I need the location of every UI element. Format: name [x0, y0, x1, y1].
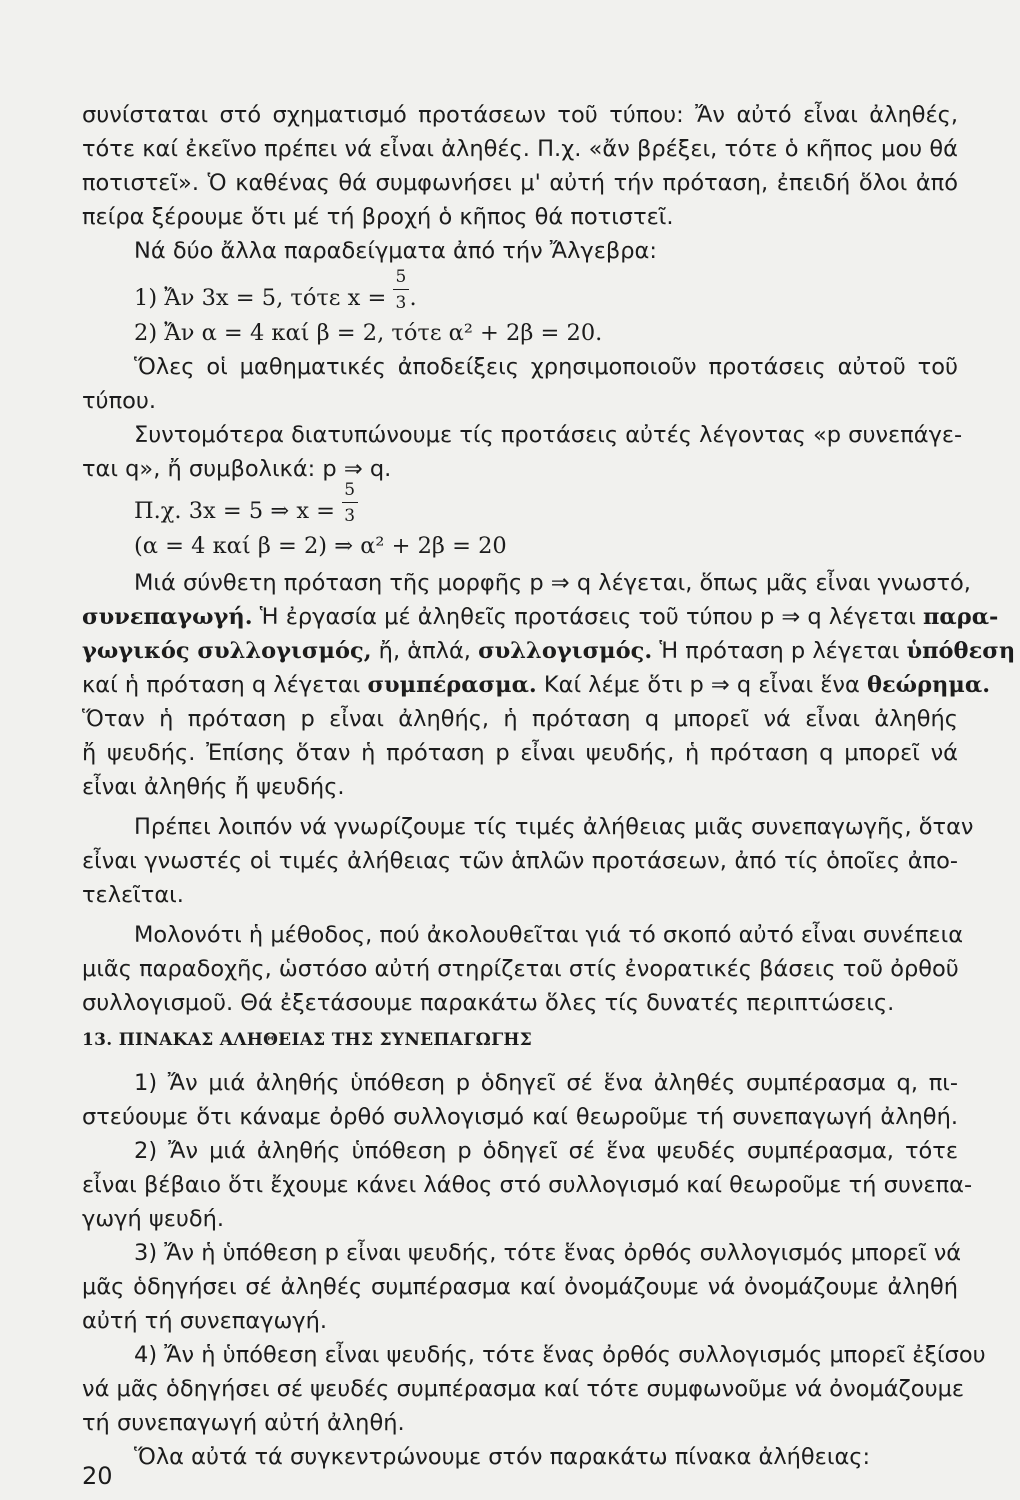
text-line: συλλογισμοῦ. Θά ἐξετάσουμε παρακάτω ὅλες τίς δυνατές περιπτώσεις.	[82, 990, 895, 1016]
text-line: Πρέπει λοιπόν νά γνωρίζουμε τίς τιμές ἀλήθειας μιᾶς συνεπαγωγῆς, ὅταν	[134, 814, 974, 840]
text-line: εἶναι γνωστές οἱ τιμές ἀλήθειας τῶν ἁπλῶν προτάσεων, ἀπό τίς ὁποῖες ἀπο-	[82, 848, 958, 874]
case-3-line: μᾶς ὁδηγήσει σέ ἀληθές συμπέρασμα καί ὀνομάζουμε νά ὀνομάζουμε ἀληθή	[82, 1274, 958, 1300]
term-hypothesis: ὑπόθεση	[906, 638, 1016, 664]
text-line: Ὅταν ἡ πρόταση p εἶναι ἀληθής, ἡ πρόταση q μπορεῖ νά εἶναι ἀληθής	[82, 706, 958, 732]
summary-line: Ὅλα αὐτά τά συγκεντρώνουμε στόν παρακάτω πίνακα ἀλήθειας:	[134, 1444, 871, 1470]
text-span: Ἡ ἐργασία μέ ἀληθεῖς προτάσεις τοῦ τύπου p ⇒ q λέγεται	[252, 604, 923, 630]
case-4-line: 4) Ἄν ἡ ὑπόθεση εἶναι ψευδής, τότε ἕνας ὀρθός συλλογισμός μπορεῖ ἐξίσου	[134, 1342, 986, 1368]
text-line: συνίσταται στό σχηματισμό προτάσεων τοῦ τύπου: Ἄν αὐτό εἶναι ἀληθές,	[82, 102, 958, 128]
text-span: καί ἡ πρόταση q λέγεται	[82, 672, 368, 698]
term-implication: συνεπαγωγή.	[82, 604, 253, 630]
case-4-line: τή συνεπαγωγή αὐτή ἀληθή.	[82, 1410, 405, 1436]
fraction-numerator: 5	[344, 480, 356, 500]
example-2: 2) Ἄν α = 4 καί β = 2, τότε α² + 2β = 20.	[134, 320, 603, 346]
case-1-line: στεύουμε ὅτι κάναμε ὀρθό συλλογισμό καί θεωροῦμε τή συνεπαγωγή ἀληθή.	[82, 1104, 958, 1130]
text-line: πείρα ξέρουμε ὅτι μέ τή βροχή ὁ κῆπος θά ποτιστεῖ.	[82, 204, 674, 230]
text-line: Μολονότι ἡ μέθοδος, πού ἀκολουθεῖται γιά τό σκοπό αὐτό εἶναι συνέπεια	[134, 922, 964, 948]
text-span: Ἡ πρόταση p λέγεται	[652, 638, 907, 664]
case-1-line: 1) Ἄν μιά ἀληθής ὑπόθεση p ὁδηγεῖ σέ ἕνα ἀληθές συμπέρασμα q, πι-	[134, 1070, 958, 1096]
case-2-line: γωγή ψευδή.	[82, 1206, 225, 1232]
fraction-bar	[342, 502, 358, 503]
text-line	[82, 600, 999, 634]
implication-example-text: Π.χ. 3x = 5 ⇒ x =	[134, 498, 343, 524]
text-line: Νά δύο ἄλλα παραδείγματα ἀπό τήν Ἄλγεβρα:	[134, 238, 657, 264]
fraction	[393, 267, 409, 313]
text-line: μιᾶς παραδοχῆς, ὡστόσο αὐτή στηρίζεται στίς ἐνορατικές βάσεις τοῦ ὀρθοῦ	[82, 956, 959, 982]
fraction-denominator: 3	[395, 293, 407, 313]
fraction-bar	[393, 289, 409, 290]
term-conclusion: συμπέρασμα.	[367, 672, 537, 698]
text-line: τύπου.	[82, 388, 157, 414]
text-line	[82, 634, 1016, 668]
text-span: Καί λέμε ὅτι p ⇒ q εἶναι ἕνα	[536, 672, 867, 698]
text-line: Ὅλες οἱ μαθηματικές ἀποδείξεις χρησιμοποιοῦν προτάσεις αὐτοῦ τοῦ	[134, 354, 958, 380]
term-deductive-reasoning: γωγικός συλλογισμός,	[82, 638, 372, 664]
term-reasoning: συλλογισμός.	[478, 638, 653, 664]
example-1	[134, 267, 958, 315]
case-3-line: 3) Ἄν ἡ ὑπόθεση p εἶναι ψευδής, τότε ἕνας ὀρθός συλλογισμός μπορεῖ νά	[134, 1240, 962, 1266]
page-number: 20	[82, 1462, 113, 1490]
term-deductive: παρα-	[922, 604, 999, 630]
case-4-line: νά μᾶς ὁδηγήσει σέ ψευδές συμπέρασμα καί τότε συμφωνοῦμε νά ὀνομάζουμε	[82, 1376, 965, 1402]
text-line	[82, 668, 991, 702]
text-line: ται q», ἤ συμβολικά: p ⇒ q.	[82, 456, 392, 482]
text-line: Συντομότερα διατυπώνουμε τίς προτάσεις αὐτές λέγοντας «p συνεπάγε-	[134, 422, 963, 448]
text-span: ἤ, ἁπλά,	[371, 638, 479, 664]
fraction-numerator: 5	[395, 267, 407, 287]
text-line: Μιά σύνθετη πρόταση τῆς μορφῆς p ⇒ q λέγεται, ὅπως μᾶς εἶναι γνωστό,	[134, 570, 971, 596]
implication-example-2: (α = 4 καί β = 2) ⇒ α² + 2β = 20	[134, 533, 507, 559]
text-line: τελεῖται.	[82, 882, 184, 908]
text-line: εἶναι ἀληθής ἤ ψευδής.	[82, 774, 345, 800]
example-1-text: 1) Ἄν 3x = 5, τότε x =	[134, 285, 394, 311]
section-heading: 13. ΠΙΝΑΚΑΣ ΑΛΗΘΕΙΑΣ ΤΗΣ ΣΥΝΕΠΑΓΩΓΗΣ	[82, 1030, 533, 1050]
case-2-line: 2) Ἄν μιά ἀληθής ὑπόθεση p ὁδηγεῖ σέ ἕνα ψευδές συμπέρασμα, τότε	[134, 1138, 958, 1164]
fraction	[342, 480, 358, 526]
text-line: ἤ ψευδής. Ἐπίσης ὅταν ἡ πρόταση p εἶναι ψευδής, ἡ πρόταση q μπορεῖ νά	[82, 740, 958, 766]
fraction-denominator: 3	[344, 506, 356, 526]
text-line: ποτιστεῖ». Ὁ καθένας θά συμφωνήσει μ' αὐτή τήν πρόταση, ἐπειδή ὅλοι ἀπό	[82, 170, 958, 196]
implication-example	[134, 480, 958, 528]
example-1-end: .	[409, 285, 417, 311]
text-line: τότε καί ἐκεῖνο πρέπει νά εἶναι ἀληθές. Π.χ. «ἄν βρέξει, τότε ὁ κῆπος μου θά	[82, 136, 958, 162]
term-theorem: θεώρημα.	[866, 672, 991, 698]
case-2-line: εἶναι βέβαιο ὅτι ἔχουμε κάνει λάθος στό συλλογισμό καί θεωροῦμε τή συνεπα-	[82, 1172, 973, 1198]
case-3-line: αὐτή τή συνεπαγωγή.	[82, 1308, 328, 1334]
